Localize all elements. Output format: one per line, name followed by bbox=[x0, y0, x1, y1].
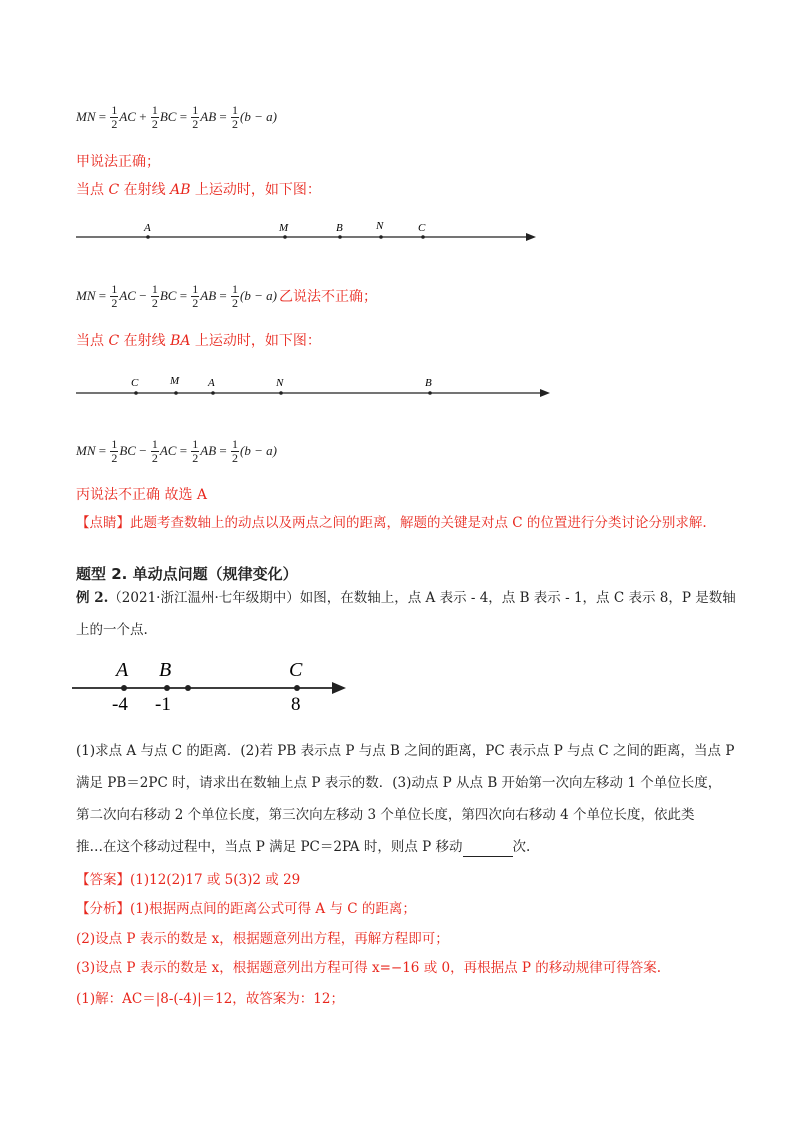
analysis-line-1: 【分析】(1)根据两点间的距离公式可得 A 与 C 的距离； bbox=[76, 901, 416, 917]
question-line-3: 第二次向右移动 2 个单位长度，第三次向左移动 3 个单位长度，第四次向右移动 4 个单位长度，依此类 bbox=[76, 807, 695, 823]
case-ray-ab: 当点 C 在射线 AB 上运动时，如下图： bbox=[76, 182, 321, 198]
example-line-2: 上的一个点. bbox=[76, 622, 148, 638]
point-label-a: A bbox=[208, 377, 215, 389]
equation-mn-3: MN = $\frac{1}{2}$ BC − $\frac{1}{2}$ AC = $\frac{1}{2}$ AB = $\frac{1}{2}$ (b − a) bbox=[76, 436, 277, 465]
answer-blank bbox=[463, 842, 513, 857]
analysis-line-2: (2)设点 P 表示的数是 x，根据题意列出方程，再解方程即可； bbox=[76, 931, 449, 947]
equation-mn-2: MN = $\frac{1}{2}$ AC − $\frac{1}{2}$ BC = $\frac{1}{2}$ AB = $\frac{1}{2}$ (b − a) 乙说法不正确； bbox=[76, 281, 377, 310]
value-label-c: 8 bbox=[291, 694, 301, 715]
bing-statement: 丙说法不正确 故选 A bbox=[76, 487, 208, 503]
case-ray-ba: 当点 C 在射线 BA 上运动时，如下图： bbox=[76, 333, 321, 349]
question-line-2: 满足 PB＝2PC 时，请求出在数轴上点 P 表示的数．(3)动点 P 从点 B 开始第一次向左移动 1 个单位长度， bbox=[76, 775, 722, 791]
value-label-a: -4 bbox=[112, 694, 128, 715]
dianjing-note: 【点睛】此题考查数轴上的动点以及两点之间的距离，解题的关键是对点 C 的位置进行分类讨论分别求解. bbox=[76, 515, 707, 531]
point-label-a: A bbox=[116, 659, 129, 681]
example-number-line bbox=[0, 650, 800, 720]
point-label-b: B bbox=[425, 377, 432, 389]
number-line-2 bbox=[0, 366, 800, 406]
value-label-b: -1 bbox=[155, 694, 171, 715]
question-line-1: (1)求点 A 与点 C 的距离．(2)若 PB 表示点 P 与点 B 之间的距离，PC 表示点 P 与点 C 之间的距离，当点 P bbox=[76, 743, 735, 759]
point-label-m: M bbox=[170, 375, 180, 387]
number-line-1 bbox=[0, 210, 800, 250]
answer-line: 【答案】(1)12(2)17 或 5(3)2 或 29 bbox=[76, 872, 301, 888]
point-label-n: N bbox=[376, 220, 384, 232]
question-line-4: 推…在这个移动过程中，当点 P 满足 PC＝2PA 时，则点 P 移动 次. bbox=[76, 839, 531, 855]
point-label-b: B bbox=[159, 659, 172, 681]
yi-statement: 乙说法不正确； bbox=[278, 290, 377, 305]
point-label-n: N bbox=[276, 377, 284, 389]
point-label-a: A bbox=[144, 222, 151, 234]
section-heading: 题型 2. 单动点问题（规律变化） bbox=[76, 565, 298, 583]
example-line-1: 例 2.（2021·浙江温州·七年级期中）如图，在数轴上，点 A 表示 - 4，点 B 表示 - 1，点 C 表示 8，P 是数轴 bbox=[76, 590, 736, 606]
point-label-m: M bbox=[279, 222, 289, 234]
solution-line: (1)解：AC＝|8-(-4)|＝12，故答案为：12； bbox=[76, 991, 344, 1007]
point-label-c: C bbox=[131, 377, 139, 389]
jia-statement: 甲说法正确； bbox=[76, 154, 160, 170]
analysis-line-3: (3)设点 P 表示的数是 x，根据题意列出方程可得 x=−16 或 0，再根据点 P 的移动规律可得答案. bbox=[76, 960, 662, 976]
equation-mn-1: MN = $\frac{1}{2}$ AC + $\frac{1}{2}$ BC = $\frac{1}{2}$ AB = $\frac{1}{2}$ (b − a) bbox=[76, 102, 277, 131]
point-label-c: C bbox=[418, 222, 426, 234]
point-label-b: B bbox=[336, 222, 343, 234]
point-label-c: C bbox=[289, 659, 303, 681]
